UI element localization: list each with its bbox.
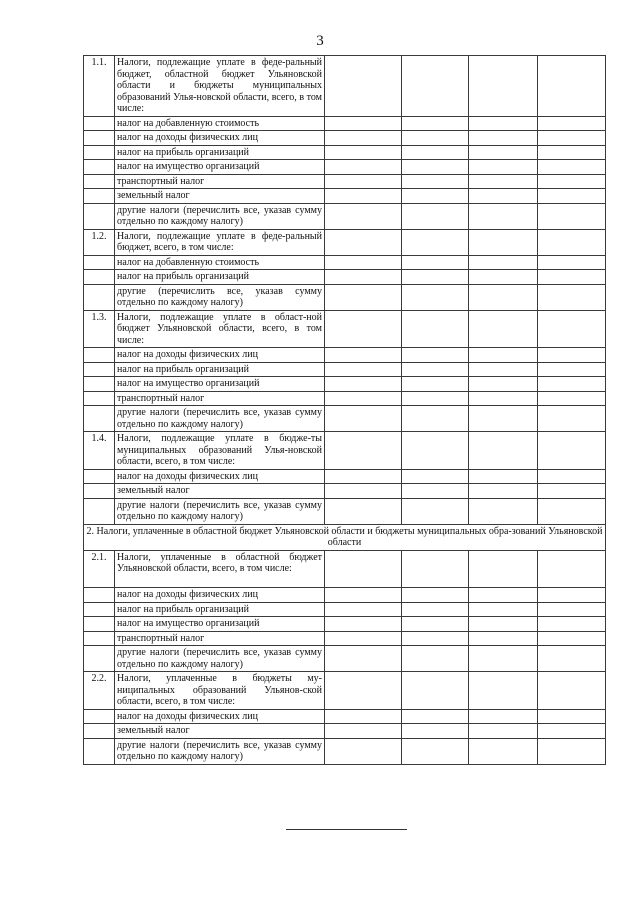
value-cell: [538, 498, 606, 524]
value-cell: [538, 672, 606, 710]
value-cell: [538, 406, 606, 432]
row-number: [84, 391, 115, 406]
value-cell: [325, 145, 402, 160]
value-cell: [402, 348, 469, 363]
value-cell: [538, 617, 606, 632]
value-cell: [538, 724, 606, 739]
table-row: [84, 432, 606, 470]
footer-rule: [286, 829, 407, 830]
value-cell: [325, 738, 402, 764]
value-cell: [469, 724, 538, 739]
row-description: налог на доходы физических лиц: [115, 709, 325, 724]
row-number: [84, 602, 115, 617]
value-cell: [402, 432, 469, 470]
value-cell: [538, 602, 606, 617]
row-number: [84, 284, 115, 310]
value-cell: [325, 203, 402, 229]
value-cell: [469, 362, 538, 377]
row-description: Налоги, подлежащие уплате в бюдже-ты муниципальных образований Улья-новской области, всего, в том числе:: [115, 432, 325, 470]
value-cell: [469, 406, 538, 432]
value-cell: [325, 391, 402, 406]
value-cell: [325, 631, 402, 646]
value-cell: [325, 550, 402, 588]
table-row: [84, 270, 606, 285]
row-number: [84, 469, 115, 484]
value-cell: [538, 229, 606, 255]
row-number: [84, 498, 115, 524]
table-row: [84, 56, 606, 117]
value-cell: [469, 646, 538, 672]
value-cell: [538, 631, 606, 646]
value-cell: [402, 362, 469, 377]
value-cell: [402, 131, 469, 146]
value-cell: [325, 160, 402, 175]
row-number: [84, 348, 115, 363]
value-cell: [325, 498, 402, 524]
value-cell: [538, 738, 606, 764]
table-row: [84, 646, 606, 672]
value-cell: [402, 270, 469, 285]
value-cell: [469, 588, 538, 603]
row-number: [84, 270, 115, 285]
value-cell: [402, 406, 469, 432]
value-cell: [402, 709, 469, 724]
value-cell: [325, 432, 402, 470]
value-cell: [325, 270, 402, 285]
value-cell: [469, 116, 538, 131]
value-cell: [469, 672, 538, 710]
value-cell: [538, 270, 606, 285]
value-cell: [325, 131, 402, 146]
table-row: [84, 362, 606, 377]
value-cell: [325, 174, 402, 189]
table-row: [84, 145, 606, 160]
row-number: [84, 362, 115, 377]
row-number: [84, 131, 115, 146]
tax-table-body: [84, 56, 606, 765]
row-number: [84, 738, 115, 764]
table-row: [84, 709, 606, 724]
value-cell: [402, 672, 469, 710]
value-cell: [402, 56, 469, 117]
value-cell: [469, 131, 538, 146]
value-cell: [538, 284, 606, 310]
table-row: [84, 602, 606, 617]
value-cell: [538, 550, 606, 588]
table-row: [84, 498, 606, 524]
table-row: [84, 550, 606, 588]
value-cell: [325, 588, 402, 603]
value-cell: [402, 588, 469, 603]
value-cell: [538, 131, 606, 146]
value-cell: [538, 174, 606, 189]
table-row: [84, 377, 606, 392]
value-cell: [402, 255, 469, 270]
table-row: [84, 631, 606, 646]
value-cell: [402, 646, 469, 672]
row-description: другие (перечислить все, указав сумму отдельно по каждому налогу): [115, 284, 325, 310]
row-description: Налоги, уплаченные в областной бюджет Ульяновской области, всего, в том числе:: [115, 550, 325, 588]
row-description: другие налоги (перечислить все, указав сумму отдельно по каждому налогу): [115, 203, 325, 229]
table-row: [84, 484, 606, 499]
value-cell: [538, 646, 606, 672]
value-cell: [402, 550, 469, 588]
value-cell: [402, 203, 469, 229]
table-row: [84, 310, 606, 348]
row-number: 2.2.: [84, 672, 115, 710]
page-number: 3: [316, 33, 324, 49]
value-cell: [469, 310, 538, 348]
value-cell: [538, 116, 606, 131]
table-row: [84, 284, 606, 310]
value-cell: [402, 284, 469, 310]
value-cell: [402, 116, 469, 131]
value-cell: [325, 116, 402, 131]
row-description: земельный налог: [115, 189, 325, 204]
value-cell: [469, 174, 538, 189]
value-cell: [402, 469, 469, 484]
table-row: [84, 189, 606, 204]
table-row: [84, 724, 606, 739]
table-row: [84, 174, 606, 189]
row-number: [84, 617, 115, 632]
value-cell: [325, 310, 402, 348]
value-cell: [538, 432, 606, 470]
value-cell: [469, 432, 538, 470]
table-row: [84, 738, 606, 764]
table-row: [84, 203, 606, 229]
value-cell: [469, 484, 538, 499]
value-cell: [538, 310, 606, 348]
value-cell: [469, 550, 538, 588]
table-row: [84, 348, 606, 363]
row-description: налог на доходы физических лиц: [115, 588, 325, 603]
row-number: [84, 709, 115, 724]
row-description: налог на прибыль организаций: [115, 145, 325, 160]
row-description: налог на доходы физических лиц: [115, 469, 325, 484]
row-description: земельный налог: [115, 484, 325, 499]
row-number: [84, 646, 115, 672]
row-description: налог на доходы физических лиц: [115, 348, 325, 363]
value-cell: [325, 229, 402, 255]
row-description: транспортный налог: [115, 391, 325, 406]
section-heading: 2. Налоги, уплаченные в областной бюджет Ульяновской области и бюджеты муниципальных обра-зований Ульяновской области: [84, 524, 606, 550]
row-description: налог на прибыль организаций: [115, 362, 325, 377]
row-description: земельный налог: [115, 724, 325, 739]
table-row: [84, 229, 606, 255]
value-cell: [538, 391, 606, 406]
section-row: [84, 524, 606, 550]
row-number: [84, 724, 115, 739]
row-description: налог на имущество организаций: [115, 377, 325, 392]
row-number: 2.1.: [84, 550, 115, 588]
row-description: транспортный налог: [115, 174, 325, 189]
row-number: [84, 145, 115, 160]
table-row: [84, 131, 606, 146]
row-number: [84, 203, 115, 229]
value-cell: [469, 617, 538, 632]
tax-table: [83, 55, 606, 765]
value-cell: [538, 348, 606, 363]
value-cell: [325, 348, 402, 363]
row-number: [84, 116, 115, 131]
value-cell: [402, 174, 469, 189]
value-cell: [538, 160, 606, 175]
row-description: налог на добавленную стоимость: [115, 255, 325, 270]
value-cell: [538, 588, 606, 603]
value-cell: [469, 255, 538, 270]
value-cell: [538, 362, 606, 377]
value-cell: [538, 145, 606, 160]
value-cell: [469, 189, 538, 204]
value-cell: [538, 469, 606, 484]
row-number: [84, 631, 115, 646]
value-cell: [325, 617, 402, 632]
value-cell: [325, 362, 402, 377]
row-description: налог на доходы физических лиц: [115, 131, 325, 146]
value-cell: [538, 709, 606, 724]
value-cell: [469, 203, 538, 229]
value-cell: [538, 189, 606, 204]
value-cell: [469, 469, 538, 484]
row-description: другие налоги (перечислить все, указав сумму отдельно по каждому налогу): [115, 406, 325, 432]
row-description: Налоги, подлежащие уплате в феде-ральный бюджет, всего, в том числе:: [115, 229, 325, 255]
value-cell: [469, 160, 538, 175]
value-cell: [402, 602, 469, 617]
row-number: 1.1.: [84, 56, 115, 117]
value-cell: [325, 284, 402, 310]
value-cell: [402, 229, 469, 255]
value-cell: [538, 203, 606, 229]
value-cell: [538, 56, 606, 117]
row-number: [84, 484, 115, 499]
value-cell: [402, 484, 469, 499]
value-cell: [402, 377, 469, 392]
value-cell: [469, 377, 538, 392]
value-cell: [469, 391, 538, 406]
row-description: налог на имущество организаций: [115, 617, 325, 632]
table-row: [84, 116, 606, 131]
value-cell: [325, 469, 402, 484]
value-cell: [402, 160, 469, 175]
table-row: [84, 617, 606, 632]
value-cell: [469, 348, 538, 363]
table-row: [84, 672, 606, 710]
value-cell: [325, 709, 402, 724]
value-cell: [325, 56, 402, 117]
row-description: налог на прибыль организаций: [115, 270, 325, 285]
row-description: Налоги, подлежащие уплате в област-ной бюджет Ульяновской области, всего, в том числе:: [115, 310, 325, 348]
value-cell: [325, 602, 402, 617]
row-description: другие налоги (перечислить все, указав сумму отдельно по каждому налогу): [115, 498, 325, 524]
value-cell: [325, 189, 402, 204]
value-cell: [469, 229, 538, 255]
row-description: налог на добавленную стоимость: [115, 116, 325, 131]
row-number: [84, 255, 115, 270]
row-description: налог на прибыль организаций: [115, 602, 325, 617]
value-cell: [402, 391, 469, 406]
value-cell: [402, 724, 469, 739]
row-number: [84, 377, 115, 392]
value-cell: [402, 498, 469, 524]
value-cell: [469, 270, 538, 285]
value-cell: [469, 709, 538, 724]
row-description: Налоги, подлежащие уплате в феде-ральный бюджет, областной бюджет Ульяновской области и бюджеты муниципальных образований Улья-новской области, всего, в том числе:: [115, 56, 325, 117]
value-cell: [325, 724, 402, 739]
value-cell: [469, 631, 538, 646]
table-row: [84, 406, 606, 432]
value-cell: [325, 406, 402, 432]
value-cell: [402, 631, 469, 646]
table-row: [84, 255, 606, 270]
value-cell: [402, 189, 469, 204]
value-cell: [469, 56, 538, 117]
value-cell: [469, 602, 538, 617]
value-cell: [325, 484, 402, 499]
row-number: [84, 174, 115, 189]
row-description: Налоги, уплаченные в бюджеты му-ниципальных образований Ульянов-ской области, всего, в том числе:: [115, 672, 325, 710]
value-cell: [538, 377, 606, 392]
row-description: другие налоги (перечислить все, указав сумму отдельно по каждому налогу): [115, 646, 325, 672]
value-cell: [325, 377, 402, 392]
value-cell: [402, 145, 469, 160]
row-description: другие налоги (перечислить все, указав сумму отдельно по каждому налогу): [115, 738, 325, 764]
row-number: 1.3.: [84, 310, 115, 348]
value-cell: [402, 310, 469, 348]
table-row: [84, 160, 606, 175]
row-number: [84, 588, 115, 603]
value-cell: [402, 617, 469, 632]
row-number: [84, 189, 115, 204]
row-number: 1.4.: [84, 432, 115, 470]
value-cell: [469, 498, 538, 524]
row-number: 1.2.: [84, 229, 115, 255]
value-cell: [325, 255, 402, 270]
table-row: [84, 588, 606, 603]
value-cell: [402, 738, 469, 764]
table-row: [84, 391, 606, 406]
row-description: транспортный налог: [115, 631, 325, 646]
value-cell: [469, 145, 538, 160]
value-cell: [538, 255, 606, 270]
value-cell: [469, 284, 538, 310]
value-cell: [538, 484, 606, 499]
row-number: [84, 160, 115, 175]
value-cell: [469, 738, 538, 764]
table-row: [84, 469, 606, 484]
value-cell: [325, 646, 402, 672]
row-description: налог на имущество организаций: [115, 160, 325, 175]
row-number: [84, 406, 115, 432]
value-cell: [325, 672, 402, 710]
